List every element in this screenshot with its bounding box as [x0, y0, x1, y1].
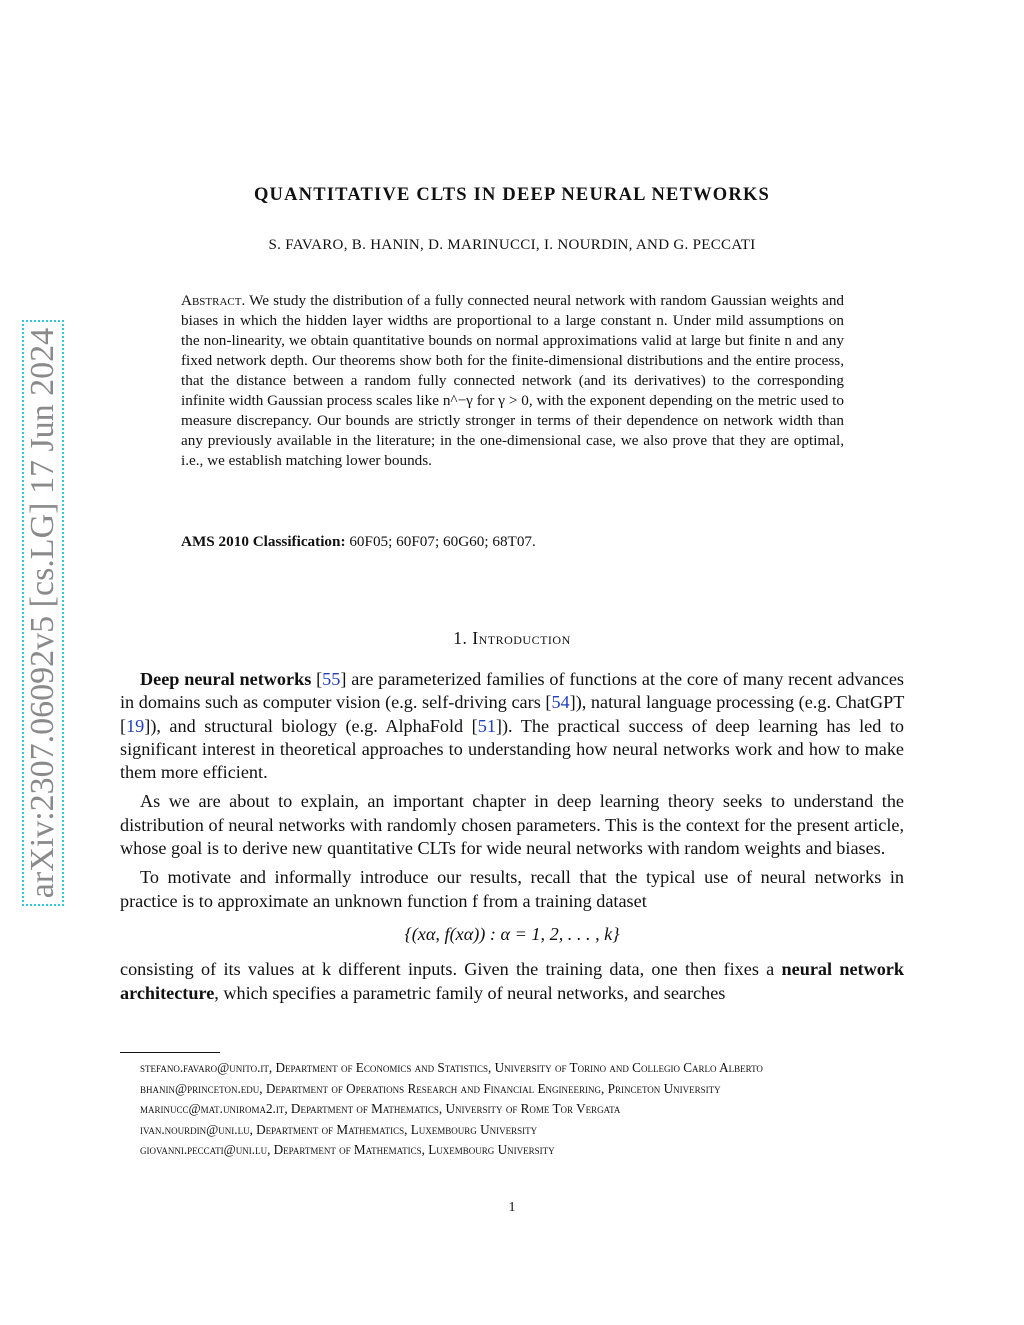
- ams-classification: [181, 533, 844, 551]
- footnote-rule: [120, 1052, 220, 1053]
- bold-term: neural network architecture: [120, 959, 904, 1003]
- citation-link[interactable]: 54: [551, 692, 570, 713]
- arxiv-stamp: [22, 320, 64, 906]
- paragraph-text: are parameterized families of functions at the core of many recent advances in domains such as computer vision (e.g. self-driving cars: [120, 669, 904, 713]
- body-text: [120, 668, 904, 1011]
- footnote-affiliation: bhanin@princeton.edu, Department of Operations Research and Financial Engineering, Princeton University: [140, 1080, 721, 1096]
- paragraph-text: ). The practical success of deep learning has led to significant interest in theoretical approaches to understanding how neural networks work and how to make them more efficient.: [120, 715, 904, 783]
- display-equation: {(xα, f(xα)) : α = 1, 2, . . . , k}: [404, 923, 620, 944]
- citation-link[interactable]: 19: [126, 715, 145, 736]
- abstract-label: Abstract.: [181, 292, 246, 309]
- paragraph-3: To motivate and informally introduce our results, recall that the typical use of neural networks in practice is to approximate an unknown function f from a training dataset: [120, 867, 904, 911]
- paragraph-2: As we are about to explain, an important chapter in deep learning theory seeks to understand the distribution of neural networks with randomly chosen parameters. This is the context for the present article, whose goal is to derive new quantitative CLTs for wide neural networks with random weights and biases.: [120, 791, 904, 859]
- paragraph-text: , which specifies a parametric family of neural networks, and searches: [214, 982, 726, 1003]
- ams-label: AMS 2010 Classification:: [181, 533, 346, 550]
- footnote-affiliation: ivan.nourdin@uni.lu, Department of Mathematics, Luxembourg University: [140, 1121, 538, 1137]
- citation-link[interactable]: 51: [477, 715, 496, 736]
- paper-title: QUANTITATIVE CLTS IN DEEP NEURAL NETWORKS: [253, 185, 771, 205]
- footnote-affiliation: stefano.favaro@unito.it, Department of Economics and Statistics, University of Torino and Collegio Carlo Alberto: [140, 1060, 763, 1075]
- paragraph-text: ), natural language processing (e.g. ChatGPT: [575, 692, 904, 713]
- section-heading: 1. Introduction: [453, 628, 571, 648]
- arxiv-id: arXiv:2307.06092v5 [cs.LG] 17 Jun 2024: [24, 327, 61, 899]
- paragraph-text: ), and structural biology (e.g. AlphaFold: [150, 715, 472, 736]
- citation-link[interactable]: 55: [322, 669, 341, 689]
- paragraph-1: Deep neural networks [55] are parameterized families of functions at the core of many recent advances in domains such as computer vision (e.g. self-driving cars [54]), natural language processing (e.g. ChatGPT [19]), and structural biology (e.g. AlphaFold [51]). The practical success of deep learning has led to significant interest in theoretical approaches to understanding how neural networks work and how to make them more efficient.: [120, 669, 904, 783]
- footnotes: [120, 1058, 904, 1161]
- paragraph-text: consisting of its values at k different inputs. Given the training data, one then fixes a: [120, 959, 782, 980]
- ams-codes: 60F05; 60F07; 60G60; 68T07.: [349, 533, 536, 550]
- abstract-text: We study the distribution of a fully connected neural network with random Gaussian weights and biases in which the hidden layer widths are proportional to a large constant n. Under mild assumptions on the non-linearity, we obtain quantitative bounds on normal approximations valid at large but finite n and any fixed network depth. Our theorems show both for the finite-dimensional distributions and the entire process, that the distance between a random fully connected network (and its derivatives) to the corresponding infinite width Gaussian process scales like n^−γ for γ > 0, with the exponent depending on the metric used to measure discrepancy. Our bounds are strictly stronger in terms of their dependence on network width than any previously available in the literature; in the one-dimensional case, we also prove that they are optimal, i.e., we establish matching lower bounds.: [181, 292, 845, 469]
- paragraph-4: [120, 958, 904, 1005]
- paper-authors: S. FAVARO, B. HANIN, D. MARINUCCI, I. NOURDIN, AND G. PECCATI: [268, 237, 756, 253]
- page-number: 1: [508, 1200, 516, 1215]
- bold-term: Deep neural networks: [140, 669, 312, 689]
- footnote-affiliation: giovanni.peccati@uni.lu, Department of Mathematics, Luxembourg University: [140, 1142, 555, 1157]
- footnote-affiliation: marinucc@mat.uniroma2.it, Department of Mathematics, University of Rome Tor Vergata: [140, 1101, 621, 1116]
- abstract: [181, 291, 844, 471]
